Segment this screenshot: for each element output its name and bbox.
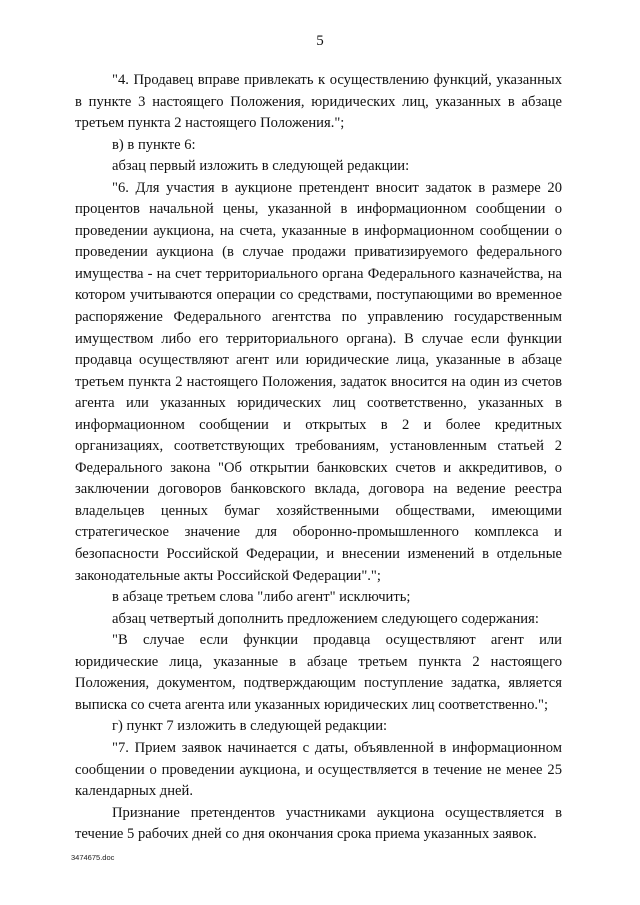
- footer-filename: 3474675.doc: [71, 853, 115, 862]
- paragraph-instruction-first-abzac: абзац первый изложить в следующей редакции:: [112, 158, 410, 175]
- paragraph-instruction-fourth-abzac: абзац четвертый дополнить предложением следующего содержания:: [112, 610, 539, 627]
- document-body: [75, 70, 562, 846]
- paragraph-clause-7: "7. Прием заявок начинается с даты, объявленной в информационном сообщении о проведении аукциона, и осуществляется в течение не менее 25 календарных дней.: [75, 739, 562, 800]
- paragraph-subitem-g: г) пункт 7 изложить в следующей редакции:: [112, 718, 388, 735]
- paragraph-subitem-v: в) в пункте 6:: [112, 136, 196, 153]
- page-number: 5: [316, 33, 324, 49]
- paragraph-instruction-third-abzac: в абзаце третьем слова "либо агент" исключить;: [112, 589, 411, 606]
- paragraph-agent-statement: "В случае если функции продавца осуществляют агент или юридические лица, указанные в абзаце третьем пункта 2 настоящего Положения, документом, подтверждающим поступление задатка, является выписка со счета агента или указанных юридических лиц соответственно.";: [75, 632, 562, 713]
- paragraph-participants-recognition: Признание претендентов участниками аукциона осуществляется в течение 5 рабочих дней со дня окончания срока приема указанных заявок.: [75, 804, 562, 843]
- paragraph-clause-6: "6. Для участия в аукционе претендент вносит задаток в размере 20 процентов начальной цены, указанной в информационном сообщении о проведении аукциона, на счета, указанные в информационном сообщении о проведении аукциона (в случае продажи приватизируемого федерального имущества - на счет территориального органа Федерального казначейства, на котором учитываются операции со средствами, поступающими во временное распоряжение Федерального агентства по управлению государственным имуществом либо его территориального органа). В случае если функции продавца осуществляют агент или юридические лица, указанные в абзаце третьем пункта 2 настоящего Положения, задаток вносится на один из счетов агента или указанных юридических лиц соответственно, указанных в информационном сообщении и открытых в 2 и более кредитных организациях, соответствующих требованиям, установленным статьей 2 Федерального закона "Об открытии банковских счетов и аккредитивов, о заключении договоров банковского вклада, договора на ведение реестра владельцев ценных бумаг хозяйственными обществами, имеющими стратегическое значение для оборонно-промышленного комплекса и безопасности Российской Федерации, и внесении изменений в отдельные законодательные акты Российской Федерации".";: [75, 179, 562, 584]
- paragraph-clause-4: "4. Продавец вправе привлекать к осуществлению функций, указанных в пункте 3 настоящего Положения, юридических лиц, указанных в абзаце третьем пункта 2 настоящего Положения.";: [75, 72, 562, 132]
